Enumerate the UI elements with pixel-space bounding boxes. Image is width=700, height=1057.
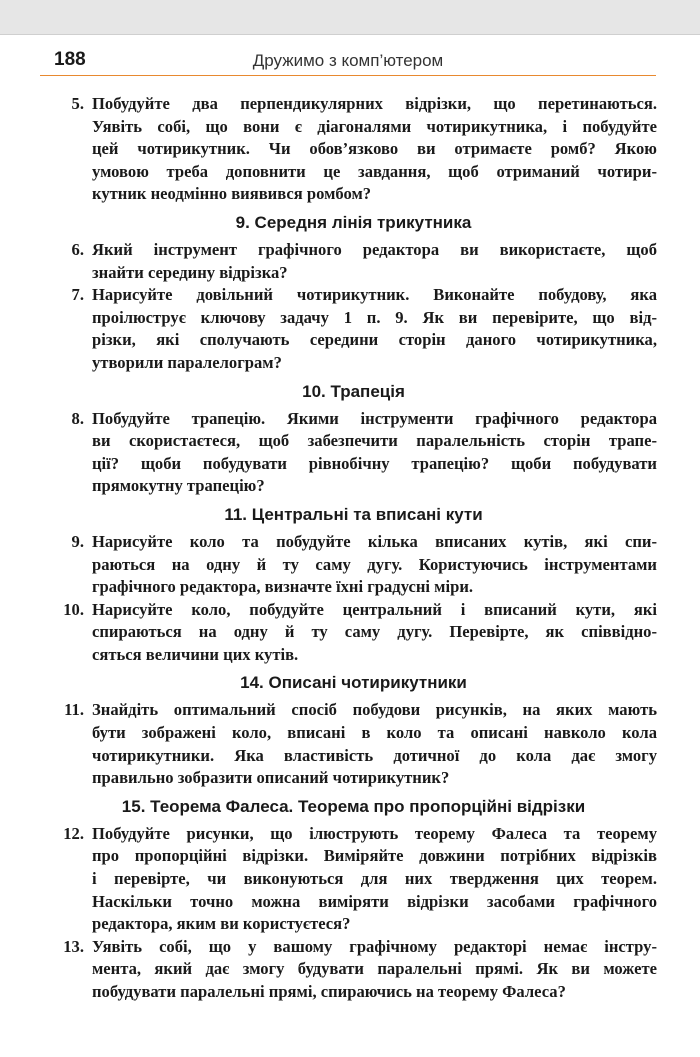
exercise-item [50, 936, 657, 1004]
exercise-text-line: цей чотирикутник. Чи обов’язково ви отримаєте ромб? Якою [92, 139, 657, 159]
exercise-number: 5. [71, 94, 84, 113]
exercise-text-line: мента, який дає змогу будувати паралельні прямі. Як ви можете [92, 959, 657, 979]
exercise-item [50, 408, 657, 498]
exercise-text-line: Нарисуйте коло, побудуйте центральний і вписаний кути, які [92, 599, 657, 619]
exercise-text-line: побудувати паралельні прямі, спираючись на теорему Фалеса? [92, 982, 566, 1001]
page-content [50, 93, 657, 1004]
exercise-text-line: різки, які сполучають середини сторін даного чотирикутника, [92, 330, 657, 350]
exercise-text-line: Уявіть собі, що у вашому графічному редакторі немає інстру- [92, 936, 657, 956]
exercise-text-line: прямокутну трапецію? [92, 476, 265, 496]
exercise-text-line: Побудуйте трапецію. Якими інструменти графічного редактора [92, 408, 657, 428]
exercise-text-line: Наскільки точно можна виміряти відрізки засобами графічного [92, 891, 657, 911]
exercise-text-line: Нарисуйте коло та побудуйте кілька вписаних кутів, які спи- [92, 531, 657, 551]
exercise-item [50, 239, 657, 284]
exercise-item [50, 823, 657, 936]
exercise-text-line: бути зображені коло, вписані в коло та описані навколо кола [92, 723, 657, 743]
exercise-number: 13. [63, 936, 84, 956]
exercise-text-line: Уявіть собі, що вони є діагоналями чотирикутника, і побудуйте [92, 116, 657, 136]
exercise-text-line: ви скористаєтеся, щоб забезпечити паралельність сторін трапе- [92, 431, 657, 451]
exercise-item [50, 531, 657, 599]
exercise-text-line: і перевірте, чи виконуються для них твердження цих теорем. [92, 869, 657, 889]
page-header [40, 49, 656, 76]
exercise-text-line: утворили паралелограм? [92, 352, 282, 372]
exercise-text-line: Побудуйте рисунки, що ілюструють теорему Фалеса та теорему [92, 823, 657, 843]
exercise-number: 9. [71, 531, 84, 551]
exercise-text-line: графічного редактора, визначте їхні градусні міри. [92, 577, 474, 597]
exercise-text-line: правильно зобразити описаний чотирикутник? [92, 768, 450, 788]
exercise-number: 8. [71, 408, 84, 428]
book-page [0, 34, 700, 1057]
page-number: 188 [54, 49, 86, 70]
exercise-number: 10. [63, 599, 84, 619]
section-heading: 9. Середня лінія трикутника [235, 212, 472, 232]
exercise-text-line: раються на одну й ту саму дугу. Користуючись інструментами [92, 554, 657, 574]
exercise-number: 12. [63, 823, 84, 843]
exercise-text-line: про пропорційні відрізки. Виміряйте довжини потрібних відрізків [92, 846, 657, 866]
exercise-text-line: спираються на одну й ту саму дугу. Перевірте, як співвідно- [92, 622, 657, 642]
section-heading: 14. Описані чотирикутники [240, 673, 467, 693]
exercise-text-line: Який інструмент графічного редактора ви використаєте, щоб [92, 239, 657, 259]
section-heading: 10. Трапеція [302, 381, 405, 401]
exercise-text-line: умовою треба доповнити це завдання, щоб отриманий чотири- [92, 161, 657, 181]
exercise-text-line: ції? щоби побудувати рівнобічну трапецію? щоби побудувати [92, 453, 657, 473]
exercise-item [50, 599, 657, 667]
exercise-text-line: проілюструє ключову задачу 1 п. 9. Як ви перевірите, що від- [92, 307, 657, 327]
running-title: Дружимо з комп’ютером [252, 51, 444, 70]
exercise-text-line: Нарисуйте довільний чотирикутник. Виконайте побудову, яка [92, 285, 657, 305]
exercise-item [50, 284, 657, 374]
exercise-number: 11. [64, 700, 84, 720]
exercise-number: 6. [71, 239, 84, 259]
section-heading: 15. Теорема Фалеса. Теорема про пропорційні відрізки [121, 796, 586, 816]
exercise-item [50, 93, 657, 206]
exercise-text-line: Побудуйте два перпендикулярних відрізки, що перетинаються. [92, 94, 657, 113]
exercise-text-line: кутник неодмінно виявився ромбом? [92, 184, 372, 204]
exercise-text-line: сяться величини цих кутів. [92, 644, 299, 664]
exercise-text-line: знайти середину відрізка? [92, 262, 288, 282]
exercise-number: 7. [71, 285, 84, 305]
section-heading: 11. Центральні та вписані кути [224, 504, 483, 524]
exercise-text-line: чотирикутники. Яка властивість дотичної до кола дає змогу [92, 745, 657, 765]
exercise-text-line: Знайдіть оптимальний спосіб побудови рисунків, на яких мають [92, 700, 657, 720]
exercise-item [50, 699, 657, 789]
exercise-text-line: редактора, яким ви користуєтеся? [92, 914, 351, 934]
